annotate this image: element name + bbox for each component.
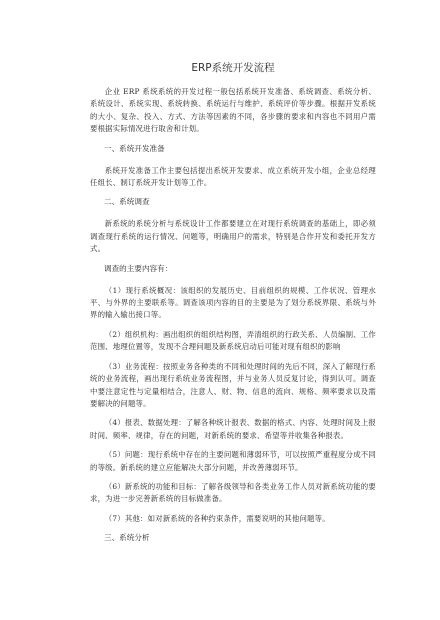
intro-paragraph: 企业 ERP 系统系统的开发过程一般包括系统开发准备、系统调查、系统分析、系统设计、系统实现、系统转换、系统运行与维护、系统评价等步骤。根据开发系统的大小、复杂、投入、方式、方法等因素的不同，各步骤的要求和内容也不同用户需要根据实际情况进行取舍和计划。	[90, 87, 376, 134]
section-subheading: 调查的主要内容有：	[104, 263, 173, 273]
section-2	[90, 196, 376, 525]
section-heading: 二、系统调查	[104, 197, 150, 207]
section-heading: 一、系统开发准备	[104, 143, 165, 153]
list-item: （1）现行系统概况：该组织的发展历史、目前组织的规模、工作状况、管理水平、与外界的主要联系等。调查该项内容的目的主要是为了划分系统界限、系统与外界的输入输出接口等。	[90, 285, 376, 320]
document-body	[90, 60, 376, 554]
section-1	[90, 143, 376, 190]
list-item: （3）业务流程：按照业务各种类的不同和处理时间的先后不同，深入了解现行系统的业务流程，画出现行系统业务流程图，并与业务人员反复讨论，得到认可。调查中要注意定性与定量相结合，注意人、财、物、信息的流向、规格、频率要求以及需要解决的问题等。	[90, 361, 376, 408]
list-item: （2）组织机构：画出组织的组织结构图，弄清组织的行政关系、人员编制、工作范围、地理位置等，发现不合理问题及新系统启动后可能对现有组织的影响	[90, 329, 376, 352]
section-paragraph: 系统开发准备工作主要包括提出系统开发要求、成立系统开发小组，企业总经理任组长、制订系统开发计划等工作。	[90, 165, 376, 188]
doc-title: ERP系统开发流程	[191, 62, 275, 74]
list-item: （4）报表、数据处理：了解各种统计报表、数据的格式、内容、处理时间及上报时间、频率、规律，存在的问题，对新系统的要求、希望等并收集各种报表。	[90, 418, 376, 440]
section-3	[90, 532, 376, 544]
section-heading: 三、系统分析	[104, 533, 150, 543]
section-paragraph: 新系统的系统分析与系统设计工作都要建立在对现行系统调查的基础上，即必须调查现行系统的运行情况、问题等，明确用户的需求，特别是合作开发和委托开发方式。	[90, 219, 376, 254]
list-item: （6）新系统的功能和目标：了解各级领导和各类业务工作人员对新系统功能的要求，为进一步完善新系统的目标做准备。	[90, 481, 376, 504]
list-item: （5）问题：现行系统中存在的主要问题和薄弱环节，可以按照严重程度分成不同的等级。新系统的建立应能解决大部分问题，并改善薄弱环节。	[90, 450, 376, 472]
list-item: （7）其他：如对新系统的各种约束条件，需要说明的其他问题等。	[104, 513, 330, 523]
